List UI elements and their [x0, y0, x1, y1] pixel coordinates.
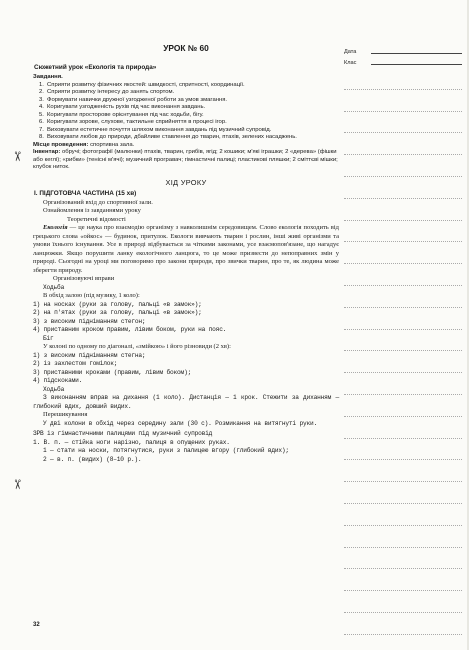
walk-item: 4) приставним кроком правим, лівим боком, руки на пояс. [33, 326, 227, 333]
note-line[interactable] [344, 613, 462, 635]
walk-item: 2) на п'ятах (руки за голову, пальці «в замок»); [33, 309, 202, 316]
note-line[interactable] [344, 460, 462, 482]
date-class-fields [344, 44, 462, 66]
rebuild-heading: Перешикування [43, 411, 88, 418]
note-line[interactable] [344, 133, 462, 155]
place-line: Місце проведення: спортивна зала. [33, 141, 135, 148]
note-line[interactable] [344, 286, 462, 308]
note-line[interactable] [344, 68, 462, 90]
theory-heading: Теоретичні відомості [67, 215, 126, 223]
task-item: 5. Коригувати просторове орієнтування під час ходьби, бігу. [39, 111, 204, 118]
task-item: 7. Виховувати естетичне почуття шляхом виконання завдань під музичний супровід. [39, 126, 272, 133]
note-line[interactable] [344, 264, 462, 286]
note-line[interactable] [344, 504, 462, 526]
task-item: 2. Сприяти розвитку інтересу до занять спортом. [39, 89, 175, 95]
zrv-item: 1 — стати на носки, потягнутися, руки з палицею вгору (глибокий вдих); [43, 447, 289, 454]
zrv-heading: ЗРВ із гімнастичними палицями під музичний супровід [33, 430, 213, 437]
lesson-flow-heading: ХІД УРОКУ [165, 177, 207, 187]
note-line[interactable] [344, 395, 462, 417]
running-heading: Біг [43, 334, 54, 342]
note-line[interactable] [344, 351, 462, 373]
run-item: 3) приставними кроками (правим, лівим боком); [33, 368, 192, 376]
inventory-line: Інвентар: обручі; фотографії (малюнки) птахів, тварин, грибів, ягід; 2 кошики; м'які іграшки; 2 «дерева» (фішки або кеглі); «рибки» (тенісні м'ячі); музичний програвач; гімнастичні палиці; пластикові пляшки; 2 сміттєві мішки; клубок ниток. [33, 149, 338, 170]
ecology-paragraph: Екологія — це наука про взаємодію організму з навколишнім середовищем. Слово екологія походить від грецького слова «ойкос» — будинок, притулок. Екологи вивчають тварин і рослин, інші живі організми та умови їхнього існування. Усе в природі відбувається за чіткими законами, усе взаємопов'язане, що нагадує ланцюжки. Якщо порушити ланку екологічного ланцюга, то це може призвести до непоправних змін у природі. Сьогодні на уроці ми поговоримо про закони природи, про звички тварин, про те, як людина може зберегти природу. [33, 224, 339, 274]
note-line[interactable] [344, 548, 462, 570]
entrance-line: Організований вхід до спортивної зали. [43, 198, 153, 206]
org-exercises-heading: Організовуючі вправи [53, 275, 115, 282]
lesson-number: УРОК № 60 [163, 43, 209, 53]
note-line[interactable] [344, 90, 462, 112]
note-line[interactable] [344, 155, 462, 177]
note-line[interactable] [344, 308, 462, 330]
note-line[interactable] [344, 199, 462, 221]
note-line[interactable] [344, 112, 462, 134]
scissors-icon: ✂ [8, 151, 24, 162]
lesson-content [33, 40, 339, 464]
scissors-icon: ✂ [8, 479, 24, 490]
run-item: 2) із захлестом гомілок; [33, 360, 118, 367]
note-line[interactable] [344, 526, 462, 548]
note-line[interactable] [344, 177, 462, 199]
task-item: 4. Коригувати узгодженість рухів під час виконання завдань. [39, 104, 206, 110]
task-item: 1. Сприяти розвитку фізичних якостей: швидкості, спритності, координації. [39, 81, 245, 88]
tasks-list [33, 82, 339, 142]
task-item: 6. Коригувати зорове, слухове, тактильне сприйняття в процесі ігор. [39, 119, 227, 125]
note-line[interactable] [344, 591, 462, 613]
date-field[interactable] [344, 44, 462, 55]
walking-heading: Ходьба [43, 283, 65, 291]
run-intro: У колоні по одному по діагоналі, «змійкою» і його різновиди (2 хв): [43, 343, 231, 350]
class-label: Клас [344, 60, 357, 66]
intro-line: Ознайомлення із завданнями уроку [43, 207, 141, 214]
notes-column [344, 68, 462, 635]
date-line[interactable] [371, 53, 462, 54]
task-item: 8. Виховувати любов до природи, дбайливе ставлення до тварин, птахів, зелених насаджень. [39, 134, 297, 140]
lesson-subtitle: Сюжетний урок «Екологія та природа» [34, 64, 157, 71]
class-line[interactable] [371, 64, 462, 65]
tasks-block [33, 74, 339, 172]
note-line[interactable] [344, 221, 462, 243]
lesson-body [33, 199, 339, 465]
task-item: 3. Формувати навички дружної узгодженої роботи за умов змагання. [39, 96, 228, 103]
tasks-heading: Завдання. [33, 74, 63, 80]
walk-item: 3) з високим підніманням стегон; [33, 317, 146, 325]
note-line[interactable] [344, 373, 462, 395]
walking2-heading: Ходьба [43, 385, 65, 393]
breathing-text: З виконанням вправ на дихання (1 коло). Дистанція — 1 крок. Стежити за диханням — глибокий вдих, довший видих. [33, 394, 339, 410]
page-number: 32 [33, 622, 40, 628]
class-field[interactable] [344, 55, 462, 66]
date-label: Дата [344, 49, 357, 55]
note-line[interactable] [344, 417, 462, 439]
walk-item: 1) на носках (руки за голову, пальці «в замок»); [33, 300, 202, 308]
run-item: 4) підскоками. [33, 377, 83, 384]
note-line[interactable] [344, 330, 462, 352]
zrv-item: 2 — в. п. (видих) (8–10 р.). [43, 455, 142, 463]
rebuild-text: У дві колони в обхід через середину зали (30 с). Розмикання на витягнуті руки. [43, 419, 318, 427]
run-item: 1) з високим підніманням стегна; [33, 351, 146, 359]
part-heading: І. ПІДГОТОВЧА ЧАСТИНА (15 хв) [34, 189, 137, 197]
note-line[interactable] [344, 242, 462, 264]
walk-intro: В обхід залою (під музику, 1 коло): [43, 292, 140, 299]
note-line[interactable] [344, 439, 462, 461]
note-line[interactable] [344, 482, 462, 504]
zrv-item: 1. В. п. — стійка ноги нарізно, палиця в опущених руках. [33, 438, 230, 446]
note-line[interactable] [344, 569, 462, 591]
